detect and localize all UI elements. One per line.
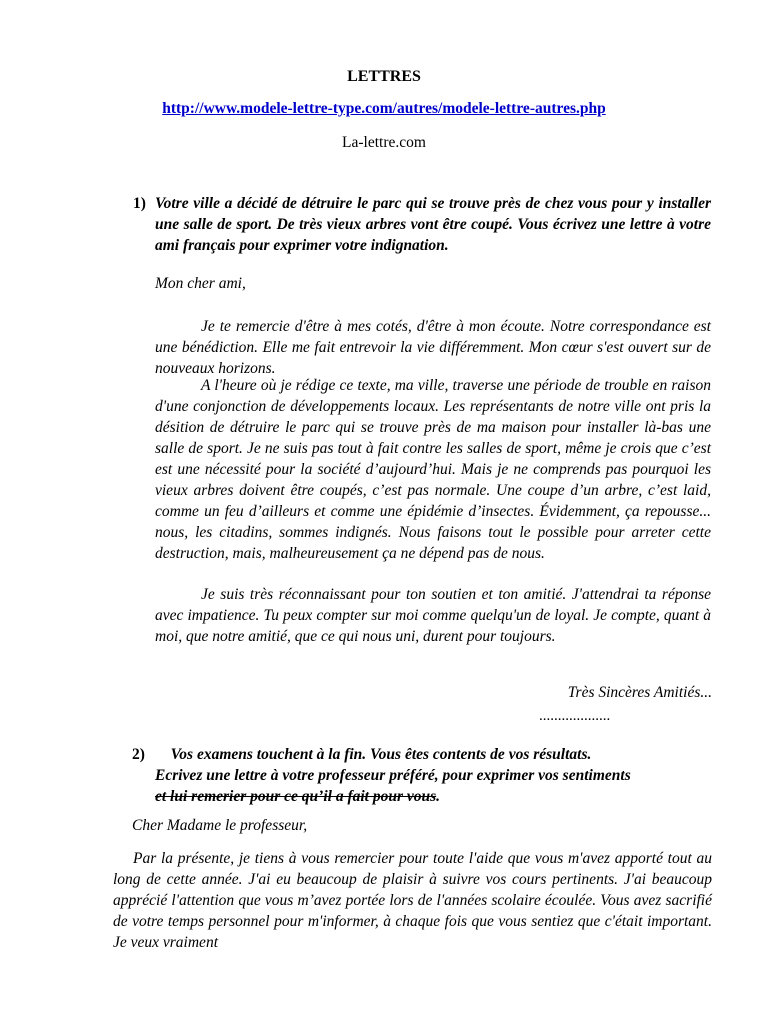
source-link[interactable]: http://www.modele-lettre-type.com/autres/modele-lettre-autres.php <box>162 100 606 117</box>
letter-2-salutation: Cher Madame le professeur, <box>132 817 308 834</box>
letter-1-signature-dots: ................... <box>539 708 611 724</box>
letter-1-salutation: Mon cher ami, <box>155 275 246 292</box>
question-2-lead: Vos examens touchent à la fin. Vous êtes contents de vos résultats. <box>170 746 592 763</box>
site-name: La-lettre.com <box>342 134 426 151</box>
question-1 <box>133 193 711 256</box>
question-2-line-3-end: . <box>436 788 441 805</box>
document-title: LETTRES <box>347 68 421 85</box>
letter-1-paragraph-1: Je te remercie d'être à mes cotés, d'être à mon écoute. Notre correspondance est une bénédiction. Elle me fait entrevoir la vie différemment. Mon cœur s'est ouvert sur de nouveaux horizons. <box>155 318 711 377</box>
letter-1-closing: Très Sincères Amitiés... <box>567 684 712 701</box>
letter-2-paragraph: Par la présente, je tiens à vous remercier pour toute l'aide que vous m'avez apporté tout au long de cette année. J'ai eu beaucoup de plaisir à suivre vos cours pertinents. J'ai beaucoup apprécié l'attention que vous m’avez portée lors de l'années scolaire écoulée. Vous avez sacrifié de votre temps personnel pour m'informer, à chaque fois que vous sentiez que c'était important. Je veux vraiment <box>113 850 712 951</box>
question-1-text: Votre ville a décidé de détruire le parc qui se trouve près de chez vous pour y installer une salle de sport. De très vieux arbres vont être coupé. Vous écrivez une lettre à votre ami français pour exprimer votre indignation. <box>155 195 711 254</box>
letter-1-paragraph-3: Je suis très réconnaissant pour ton soutien et ton amitié. J'attendrai ta réponse avec impatience. Tu peux compter sur moi comme quelqu'un de loyal. Je compte, quant à moi, que notre amitié, que ce qui nous uni, durent pour toujours. <box>155 586 711 645</box>
question-2 <box>132 744 712 807</box>
letter-1-paragraph-2: A l'heure où je rédige ce texte, ma ville, traverse une période de trouble en raison d'une conjonction de développements locaux. Les représentants de notre ville ont pris la désition de détruire le parc qui se trouve près de ma maison pour installer là-bas une salle de sport. Je ne suis pas tout à fait contre les salles de sport, même je crois que c’est est une nécessité pour la société d’aujourd’hui. Mais je ne comprends pas pourquoi les vieux arbres doivent être coupés, c’est pas normale. Une coupe d’un arbre, c’est laid, comme un feu d’ailleurs et comme une épidémie d’insectes. Évidemment, ça repousse... nous, les citadins, sommes indignés. Nous faisons tout le possible pour arreter cette destruction, mais, malheureusement ça ne dépend pas de nous. <box>155 377 711 562</box>
question-2-number: 2) <box>132 746 145 763</box>
question-2-line-2: Ecrivez une lettre à votre professeur préféré, pour exprimer vos sentiments <box>155 767 631 784</box>
question-1-number: 1) <box>133 195 146 212</box>
question-2-line-3: et lui remerier pour ce qu’il a fait pour vous <box>155 788 437 805</box>
